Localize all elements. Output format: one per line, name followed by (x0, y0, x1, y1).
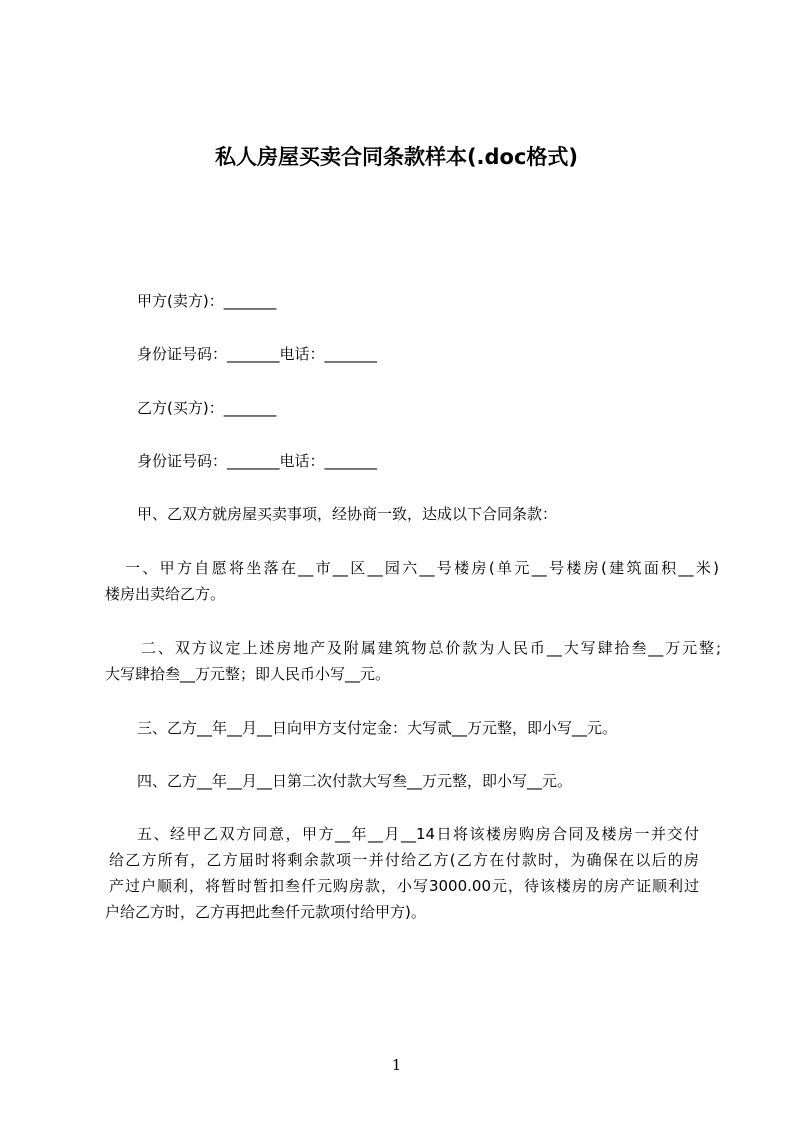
clause-5-line-3: 产过户顺利，将暂时暂扣叁仟元购房款，小写3000.00元，待该楼房的房产证顺利过 (109, 877, 699, 895)
page-number: 1 (391, 1056, 402, 1074)
party-b-id-line: 身份证号码：_______电话：_______ (137, 452, 378, 470)
party-a-id-line: 身份证号码：_______电话：_______ (137, 345, 378, 363)
party-b-line: 乙方(买方)：_______ (137, 399, 277, 417)
intro-paragraph: 甲、乙双方就房屋买卖事项，经协商一致，达成以下合同条款： (137, 505, 558, 523)
clause-4: 四、乙方__年__月__日第二次付款大写叁__万元整，即小写__元。 (137, 772, 573, 790)
clause-3: 三、乙方__年__月__日向甲方支付定金：大写贰__万元整，即小写__元。 (137, 719, 618, 737)
document-title: 私人房屋买卖合同条款样本(.doc格式) (214, 145, 579, 169)
clause-5-line-1: 五、经甲乙双方同意，甲方__年__月__14日将该楼房购房合同及楼房一并交付 (137, 825, 699, 843)
party-a-line: 甲方(卖方)：_______ (137, 292, 277, 310)
clause-5-line-2: 给乙方所有，乙方届时将剩余款项一并付给乙方(乙方在付款时，为确保在以后的房 (109, 851, 699, 869)
clause-1-line-1: 一、甲方自愿将坐落在__市__区__园六__号楼房(单元__号楼房(建筑面积__米) (125, 559, 719, 577)
clause-2-line-1: 二、双方议定上述房地产及附属建筑物总价款为人民币__大写肆拾叁__万元整; (141, 639, 721, 657)
clause-2-line-2: 大写肆拾叁__万元整；即人民币小写__元。 (105, 665, 391, 683)
clause-5-line-4: 户给乙方时，乙方再把此叁仟元款项付给甲方)。 (105, 903, 426, 921)
clause-1-line-2: 楼房出卖给乙方。 (105, 585, 226, 603)
